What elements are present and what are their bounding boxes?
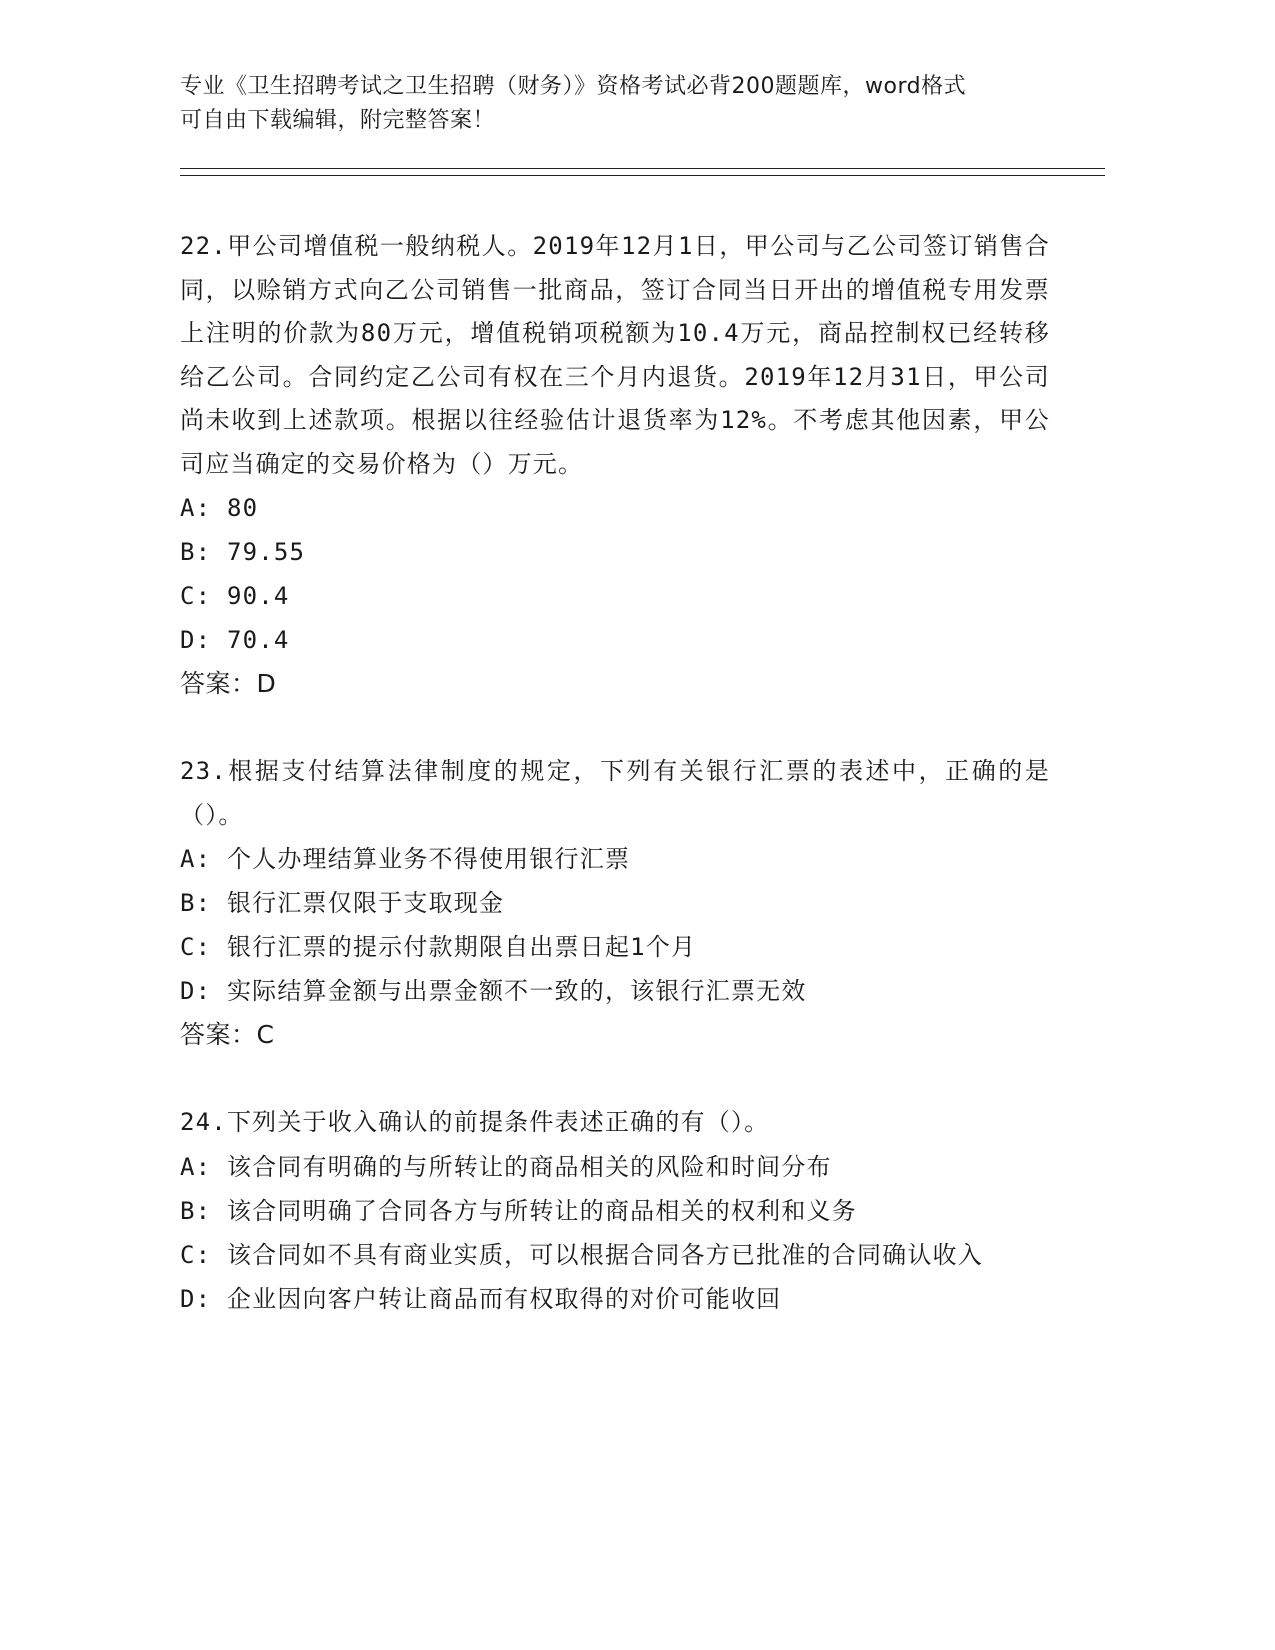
question-22 xyxy=(180,225,1050,706)
document-header xyxy=(180,70,1060,138)
option-d: D: 70.4 xyxy=(180,626,290,654)
answer-label: 答案：C xyxy=(180,1020,275,1049)
question-list xyxy=(180,225,1050,1365)
option-a: A: 个人办理结算业务不得使用银行汇票 xyxy=(180,845,631,873)
option-b: B: 该合同明确了合同各方与所转让的商品相关的权利和义务 xyxy=(180,1196,857,1225)
option-a: A: 80 xyxy=(180,494,259,522)
question-stem: 23.根据支付结算法律制度的规定，下列有关银行汇票的表述中，正确的是（）。 xyxy=(180,757,1050,829)
header-title-line2: 可自由下载编辑，附完整答案！ xyxy=(180,108,496,133)
question-stem: 24.下列关于收入确认的前提条件表述正确的有（）。 xyxy=(180,1108,770,1136)
question-stem: 22.甲公司增值税一般纳税人。2019年12月1日，甲公司与乙公司签订销售合同，以赊销方式向乙公司销售一批商品，签订合同当日开出的增值税专用发票上注明的价款为80万元，增值税销项税额为10.4万元，商品控制权已经转移给乙公司。合同约定乙公司有权在三个月内退货。2019年12月31日，甲公司尚未收到上述款项。根据以往经验估计退货率为12%。不考虑其他因素，甲公司应当确定的交易价格为（）万元。 xyxy=(180,232,1050,478)
header-title-line1: 专业《卫生招聘考试之卫生招聘（财务）》资格考试必背200题题库，word格式 xyxy=(180,74,967,99)
option-c: C: 90.4 xyxy=(180,582,290,610)
answer-label: 答案：D xyxy=(180,669,277,698)
question-23 xyxy=(180,750,1050,1057)
option-b: B: 银行汇票仅限于支取现金 xyxy=(180,889,505,917)
option-b: B: 79.55 xyxy=(180,538,306,566)
option-c: C: 该合同如不具有商业实质，可以根据合同各方已批准的合同确认收入 xyxy=(180,1240,983,1269)
option-d: D: 企业因向客户转让商品而有权取得的对价可能收回 xyxy=(180,1284,782,1313)
option-d: D: 实际结算金额与出票金额不一致的，该银行汇票无效 xyxy=(180,977,807,1005)
option-c: C: 银行汇票的提示付款期限自出票日起1个月 xyxy=(180,933,697,961)
header-double-rule xyxy=(180,168,1105,176)
question-24 xyxy=(180,1101,1050,1321)
option-a: A: 该合同有明确的与所转让的商品相关的风险和时间分布 xyxy=(180,1152,832,1181)
